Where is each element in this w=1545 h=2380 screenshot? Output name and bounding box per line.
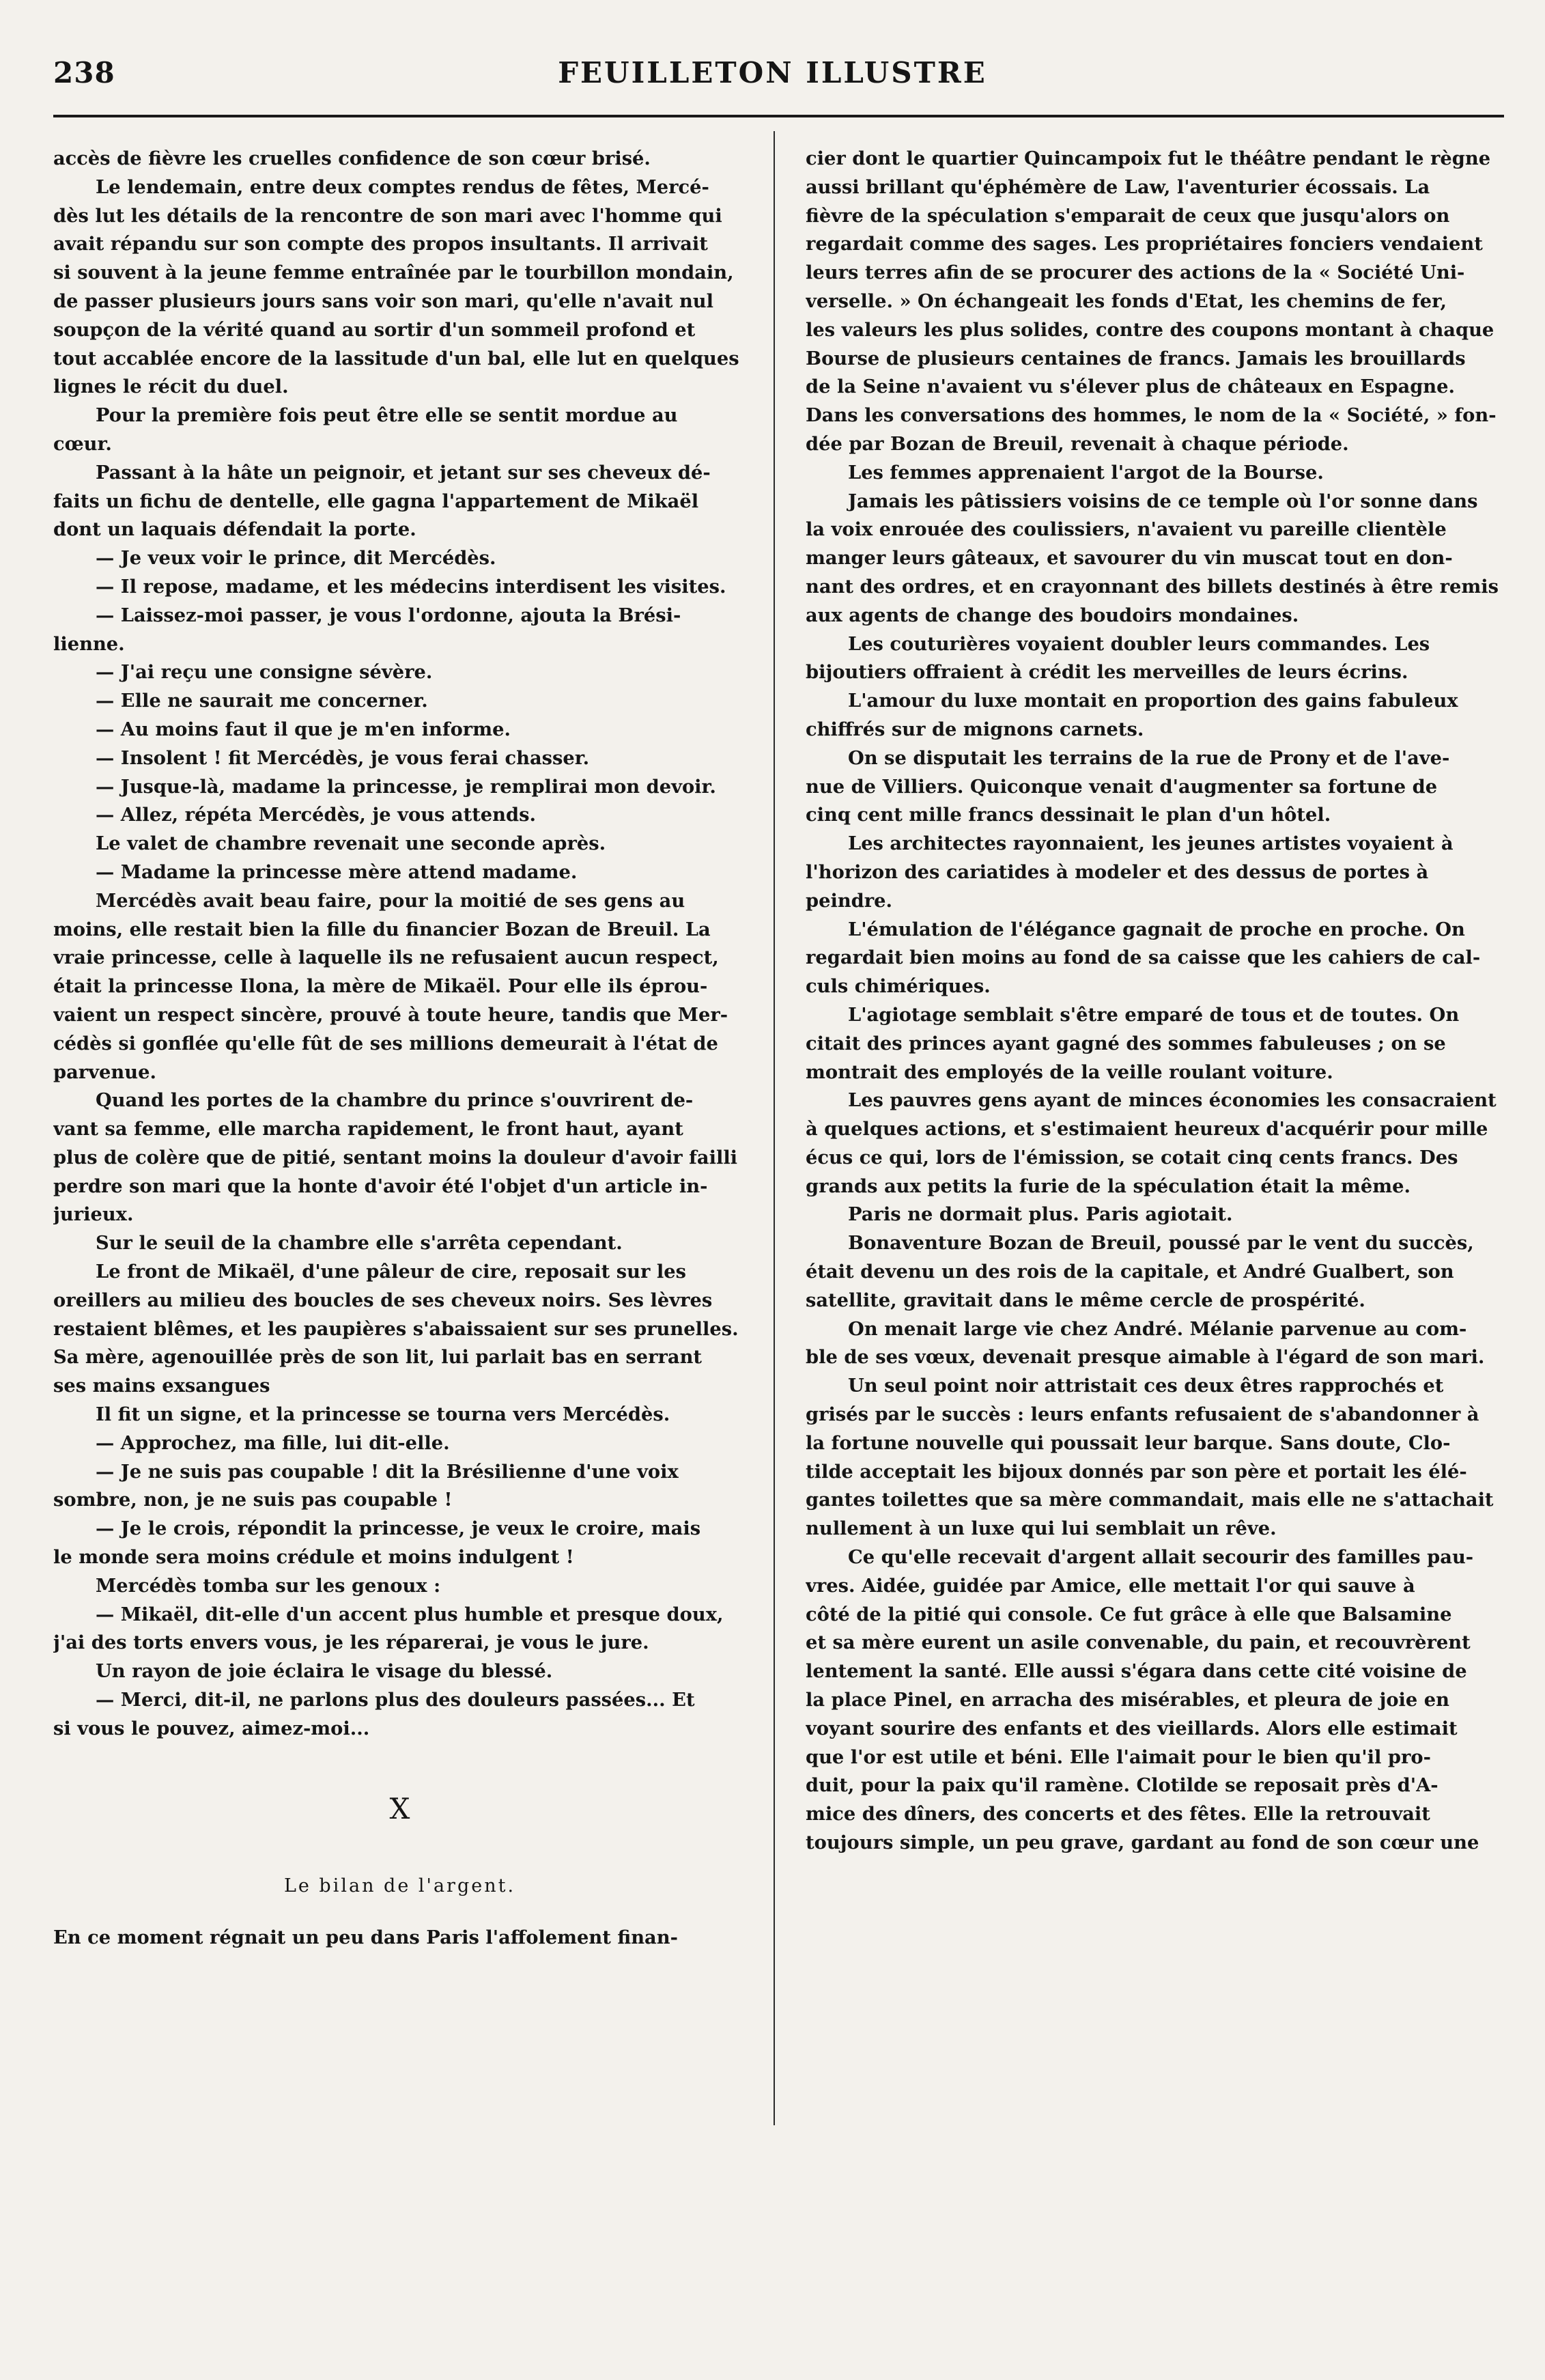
text-line: grisés par le succès : leurs enfants refusaient de s'abandonner à xyxy=(806,1403,1479,1426)
text-line: vres. Aidée, guidée par Amice, elle mettait l'or qui sauve à xyxy=(806,1574,1415,1597)
text-line: On menait large vie chez André. Mélanie parvenue au com- xyxy=(848,1317,1467,1340)
text-line: — Elle ne saurait me concerner. xyxy=(96,690,428,712)
text-line: toujours simple, un peu grave, gardant au fond de son cœur une xyxy=(806,1832,1479,1854)
text-line: sombre, non, je ne suis pas coupable ! xyxy=(53,1489,453,1511)
text-line: — Au moins faut il que je m'en informe. xyxy=(96,718,511,740)
page-header xyxy=(53,56,1492,97)
text-line: Ce qu'elle recevait d'argent allait secourir des familles pau- xyxy=(848,1546,1474,1569)
text-line: dont un laquais défendait la porte. xyxy=(53,518,416,541)
text-line: l'horizon des cariatides à modeler et des dessus de portes à xyxy=(806,860,1429,883)
text-line: parvenue. xyxy=(53,1061,156,1083)
text-line: Bourse de plusieurs centaines de francs. Jamais les brouillards xyxy=(806,347,1466,369)
text-line: soupçon de la vérité quand au sortir d'un sommeil profond et xyxy=(53,318,696,341)
text-line: Bonaventure Bozan de Breuil, poussé par le vent du succès, xyxy=(848,1232,1474,1255)
text-line: restaient blêmes, et les paupières s'abaissaient sur ses prunelles. xyxy=(53,1317,739,1340)
text-line: Les architectes rayonnaient, les jeunes artistes voyaient à xyxy=(848,832,1454,855)
text-line: si souvent à la jeune femme entraînée par le tourbillon mondain, xyxy=(53,262,734,284)
text-line: mice des dîners, des concerts et des fêtes. Elle la retrouvait xyxy=(806,1803,1430,1825)
text-line: ses mains exsangues xyxy=(53,1375,270,1397)
text-line: Sur le seuil de la chambre elle s'arrêta cependant. xyxy=(96,1232,623,1255)
text-line: regardait bien moins au fond de sa caisse que les cahiers de cal- xyxy=(806,947,1481,969)
text-line: Les pauvres gens ayant de minces économies les consacraient xyxy=(848,1089,1497,1112)
running-title: FEUILLETON ILLUSTRE xyxy=(558,56,987,89)
text-line: manger leurs gâteaux, et savourer du vin muscat tout en don- xyxy=(806,547,1453,570)
text-line: Mercédès tomba sur les genoux : xyxy=(96,1574,441,1597)
text-line: cédès si gonflée qu'elle fût de ses millions demeurait à l'état de xyxy=(53,1032,718,1054)
text-line: culs chimériques. xyxy=(806,975,991,998)
text-line: — Mikaël, dit-elle d'un accent plus humble et presque doux, xyxy=(96,1603,724,1625)
text-line: L'amour du luxe montait en proportion des gains fabuleux xyxy=(848,690,1458,712)
text-line: fièvre de la spéculation s'emparait de ceux que jusqu'alors on xyxy=(806,204,1450,227)
text-line: côté de la pitié qui console. Ce fut grâce à elle que Balsamine xyxy=(806,1603,1452,1625)
text-line: aussi brillant qu'éphémère de Law, l'aventurier écossais. La xyxy=(806,176,1430,198)
text-line: la place Pinel, en arracha des misérables, et pleura de joie en xyxy=(806,1689,1449,1711)
text-line: — Je ne suis pas coupable ! dit la Brésilienne d'une voix xyxy=(96,1460,679,1483)
text-line: Un rayon de joie éclaira le visage du blessé. xyxy=(96,1660,553,1683)
text-line: et sa mère eurent un asile convenable, du pain, et recouvrèrent xyxy=(806,1632,1471,1654)
text-line: Dans les conversations des hommes, le nom de la « Société, » fon- xyxy=(806,404,1497,427)
text-line: vant sa femme, elle marcha rapidement, le front haut, ayant xyxy=(53,1118,683,1140)
text-line: Paris ne dormait plus. Paris agiotait. xyxy=(848,1203,1233,1226)
text-line: nullement à un luxe qui lui semblait un rêve. xyxy=(806,1517,1277,1540)
text-line: — Laissez-moi passer, je vous l'ordonne, ajouta la Brési- xyxy=(96,604,681,626)
text-line: Il fit un signe, et la princesse se tourna vers Mercédès. xyxy=(96,1403,670,1426)
left-column xyxy=(53,145,746,1952)
text-line: Mercédès avait beau faire, pour la moitié de ses gens au xyxy=(96,889,685,912)
text-line: lignes le récit du duel. xyxy=(53,376,289,398)
header-rule xyxy=(53,115,1504,117)
text-line: avait répandu sur son compte des propos insultants. Il arrivait xyxy=(53,233,708,255)
right-column-text xyxy=(806,145,1499,1858)
text-line: gantes toilettes que sa mère commandait, mais elle ne s'attachait xyxy=(806,1489,1494,1511)
text-line: Un seul point noir attristait ces deux êtres rapprochés et xyxy=(848,1375,1444,1397)
text-line: En ce moment régnait un peu dans Paris l'affolement finan- xyxy=(53,1926,678,1948)
text-line: verselle. » On échangeait les fonds d'Etat, les chemins de fer, xyxy=(806,290,1447,312)
text-line: satellite, gravitait dans le même cercle de prospérité. xyxy=(806,1289,1365,1311)
chapter-number: X xyxy=(389,1791,410,1825)
text-line: — Insolent ! fit Mercédès, je vous ferai chasser. xyxy=(96,746,590,769)
text-line: montrait des employés de la veille roulant voiture. xyxy=(806,1061,1333,1083)
text-line: L'agiotage semblait s'être emparé de tous et de toutes. On xyxy=(848,1003,1460,1026)
text-line: accès de fièvre les cruelles confidence de son cœur brisé. xyxy=(53,148,651,169)
text-line: nue de Villiers. Quiconque venait d'augmenter sa fortune de xyxy=(806,775,1438,798)
text-line: cinq cent mille francs dessinait le plan d'un hôtel. xyxy=(806,804,1331,826)
text-line: lienne. xyxy=(53,632,125,655)
text-line: faits un fichu de dentelle, elle gagna l'appartement de Mikaël xyxy=(53,490,699,512)
text-line: plus de colère que de pitié, sentant moins la douleur d'avoir failli xyxy=(53,1146,738,1168)
text-line: la fortune nouvelle qui poussait leur barque. Sans doute, Clo- xyxy=(806,1431,1451,1454)
text-line: bijoutiers offraient à crédit les merveilles de leurs écrins. xyxy=(806,661,1408,684)
text-line: Les femmes apprenaient l'argot de la Bourse. xyxy=(848,461,1324,484)
text-line: Pour la première fois peut être elle se sentit mordue au xyxy=(96,404,678,427)
text-line: à quelques actions, et s'estimaient heureux d'acquérir pour mille xyxy=(806,1118,1488,1140)
text-line: Quand les portes de la chambre du prince s'ouvrirent de- xyxy=(96,1089,694,1112)
text-line: voyant sourire des enfants et des vieillards. Alors elle estimait xyxy=(806,1717,1458,1739)
text-line: Les couturières voyaient doubler leurs commandes. Les xyxy=(848,632,1430,655)
text-line: — Il repose, madame, et les médecins interdisent les visites. xyxy=(96,575,726,598)
text-line: — Madame la princesse mère attend madame. xyxy=(96,860,578,883)
text-line: les valeurs les plus solides, contre des coupons montant à chaque xyxy=(806,318,1494,341)
text-line: jurieux. xyxy=(53,1203,134,1226)
text-line: écus ce qui, lors de l'émission, se cotait cinq cents francs. Des xyxy=(806,1146,1458,1168)
text-line: était devenu un des rois de la capitale, et André Gualbert, son xyxy=(806,1261,1454,1283)
left-column-text xyxy=(53,145,746,1744)
text-line: peindre. xyxy=(806,889,893,912)
text-line: moins, elle restait bien la fille du financier Bozan de Breuil. La xyxy=(53,918,711,940)
text-line: — Merci, dit-il, ne parlons plus des douleurs passées... Et xyxy=(96,1689,695,1711)
text-line: L'émulation de l'élégance gagnait de proche en proche. On xyxy=(848,918,1465,940)
text-line: la voix enrouée des coulissiers, n'avaient vu pareille clientèle xyxy=(806,518,1447,541)
text-line: j'ai des torts envers vous, je les réparerai, je vous le jure. xyxy=(53,1632,649,1654)
text-line: Le front de Mikaël, d'une pâleur de cire, reposait sur les xyxy=(96,1261,686,1283)
text-line: — Je le crois, répondit la princesse, je veux le croire, mais xyxy=(96,1517,701,1540)
text-line: citait des princes ayant gagné des sommes fabuleuses ; on se xyxy=(806,1032,1446,1054)
text-line: leurs terres afin de se procurer des actions de la « Société Uni- xyxy=(806,262,1465,284)
right-column xyxy=(806,145,1499,1858)
column-divider xyxy=(774,131,775,2125)
text-line: aux agents de change des boudoirs mondaines. xyxy=(806,604,1299,626)
text-line: lentement la santé. Elle aussi s'égara dans cette cité voisine de xyxy=(806,1660,1467,1683)
text-line: — J'ai reçu une consigne sévère. xyxy=(96,661,433,684)
text-line: regardait comme des sages. Les propriétaires fonciers vendaient xyxy=(806,233,1483,255)
text-line: — Allez, répéta Mercédès, je vous attends. xyxy=(96,804,536,826)
text-line: vaient un respect sincère, prouvé à toute heure, tandis que Mer- xyxy=(53,1003,728,1026)
text-line: Le valet de chambre revenait une seconde après. xyxy=(96,832,606,855)
chapter-title: Le bilan de l'argent. xyxy=(283,1875,516,1896)
text-line: cier dont le quartier Quincampoix fut le théâtre pendant le règne xyxy=(806,148,1491,169)
text-line: tilde acceptait les bijoux donnés par son père et portait les élé- xyxy=(806,1460,1467,1483)
text-line: que l'or est utile et béni. Elle l'aimait pour le bien qu'il pro- xyxy=(806,1746,1431,1768)
text-line: cœur. xyxy=(53,432,112,455)
text-line: duit, pour la paix qu'il ramène. Clotilde se reposait près d'A- xyxy=(806,1774,1438,1797)
text-line: nant des ordres, et en crayonnant des billets destinés à être remis xyxy=(806,575,1499,598)
text-line: Passant à la hâte un peignoir, et jetant sur ses cheveux dé- xyxy=(96,461,711,484)
text-line: de passer plusieurs jours sans voir son mari, qu'elle n'avait nul xyxy=(53,290,714,312)
text-line: de la Seine n'avaient vu s'élever plus de châteaux en Espagne. xyxy=(806,376,1456,398)
text-line: grands aux petits la furie de la spéculation était la même. xyxy=(806,1175,1411,1197)
text-line: — Jusque-là, madame la princesse, je remplirai mon devoir. xyxy=(96,775,716,798)
chapter-opening-text xyxy=(53,1924,746,1952)
text-line: ble de ses vœux, devenait presque aimable à l'égard de son mari. xyxy=(806,1346,1485,1369)
text-line: — Approchez, ma fille, lui dit-elle. xyxy=(96,1431,450,1454)
text-line: oreillers au milieu des boucles de ses cheveux noirs. Ses lèvres xyxy=(53,1289,713,1311)
text-line: Jamais les pâtissiers voisins de ce temple où l'or sonne dans xyxy=(848,490,1478,512)
page-number: 238 xyxy=(53,56,115,89)
text-line: dée par Bozan de Breuil, revenait à chaque période. xyxy=(806,432,1349,455)
text-line: était la princesse Ilona, la mère de Mikaël. Pour elle ils éprou- xyxy=(53,975,708,998)
text-line: si vous le pouvez, aimez-moi... xyxy=(53,1717,370,1739)
text-line: Sa mère, agenouillée près de son lit, lui parlait bas en serrant xyxy=(53,1346,703,1369)
text-line: tout accablée encore de la lassitude d'un bal, elle lut en quelques xyxy=(53,347,739,369)
text-line: Le lendemain, entre deux comptes rendus de fêtes, Mercé- xyxy=(96,176,709,198)
text-line: chiffrés sur de mignons carnets. xyxy=(806,718,1144,740)
text-line: le monde sera moins crédule et moins indulgent ! xyxy=(53,1546,574,1569)
text-line: On se disputait les terrains de la rue de Prony et de l'ave- xyxy=(848,746,1450,769)
text-line: — Je veux voir le prince, dit Mercédès. xyxy=(96,547,496,570)
text-line: vraie princesse, celle à laquelle ils ne refusaient aucun respect, xyxy=(53,947,719,969)
text-line: dès lut les détails de la rencontre de son mari avec l'homme qui xyxy=(53,204,722,227)
text-line: perdre son mari que la honte d'avoir été l'objet d'un article in- xyxy=(53,1175,708,1197)
